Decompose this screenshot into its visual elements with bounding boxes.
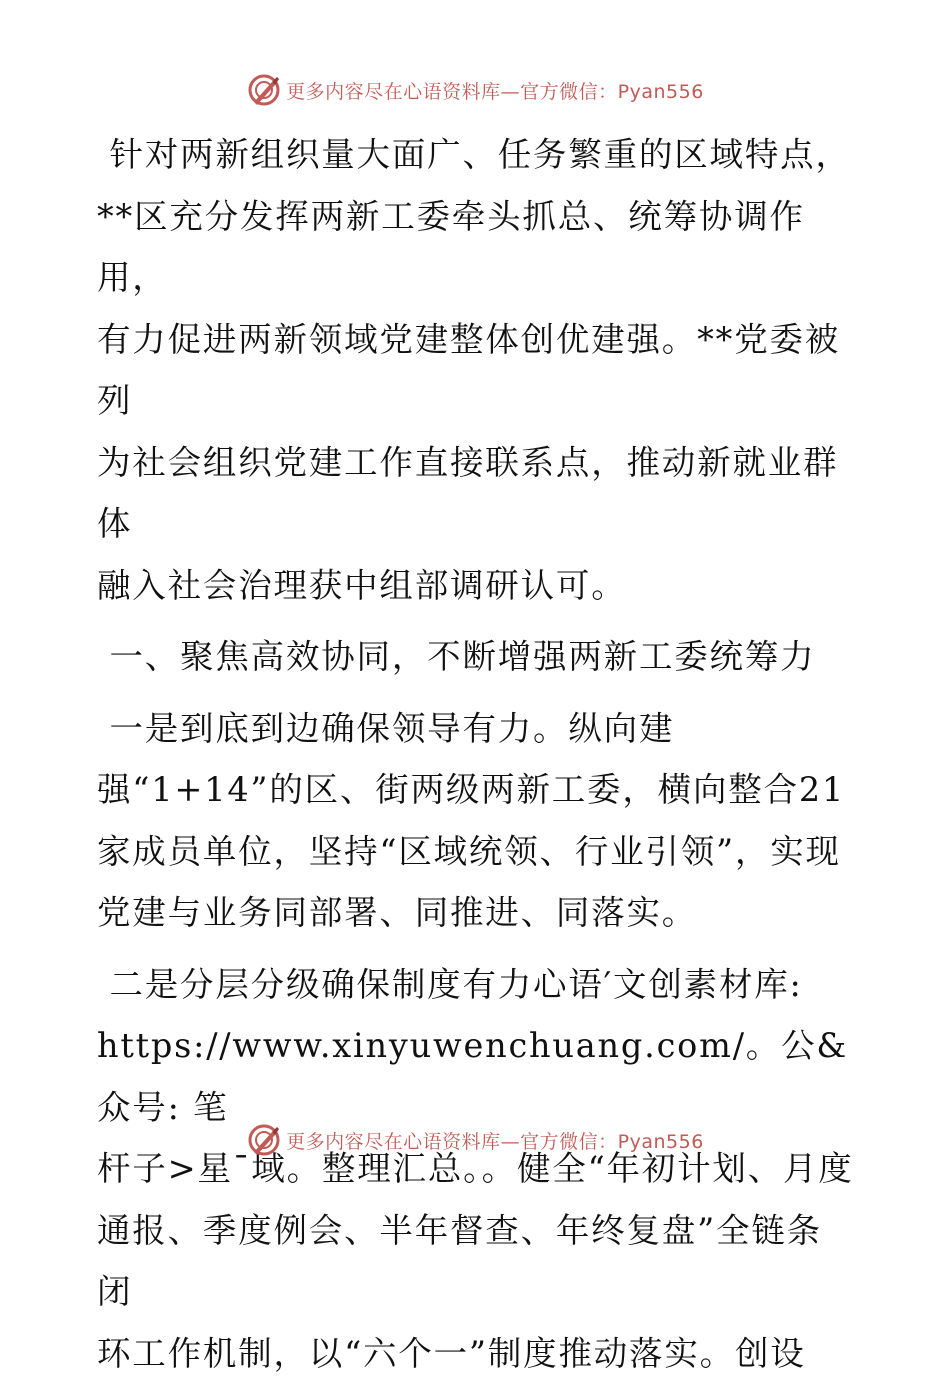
footer-watermark-banner [0,1120,950,1160]
point-one-paragraph: 一是到底到边确保领导有力。纵向建 强“1+14”的区、街两级两新工委，横向整合21 家成员单位，坚持“区域统领、行业引领”，实现 党建与业务同部署、同推进、同落实。 [97,698,857,944]
watermark-logo-icon [246,72,282,108]
footer-watermark-text: 更多内容尽在心语资料库—官方微信：Pyan556 [286,1127,704,1154]
section-heading: 一、聚焦高效协同，不断增强两新工委统筹力 [97,626,857,688]
header-watermark-text: 更多内容尽在心语资料库—官方微信：Pyan556 [286,77,704,104]
watermark-logo-icon [246,1122,282,1158]
document-body [97,124,857,1384]
point-two-paragraph: 二是分层分级确保制度有力心语′文创素材库: https://www.xinyuwenchuang.com/。公&众号: 笔 杆子>星¯域。整理汇总。。健全“年初计划、月度 通报、季度例会、半年督查、年终复盘”全链条闭 环工作机制，以“六个一”制度推动落实。创设 [97,954,857,1384]
intro-paragraph: 针对两新组织量大面广、任务繁重的区域特点， **区充分发挥两新工委牵头抓总、统筹协调作用， 有力促进两新领域党建整体创优建强。**党委被列 为社会组织党建工作直接联系点，推动新就业群体 融入社会治理获中组部调研认可。 [97,124,857,616]
header-watermark-banner [0,70,950,110]
